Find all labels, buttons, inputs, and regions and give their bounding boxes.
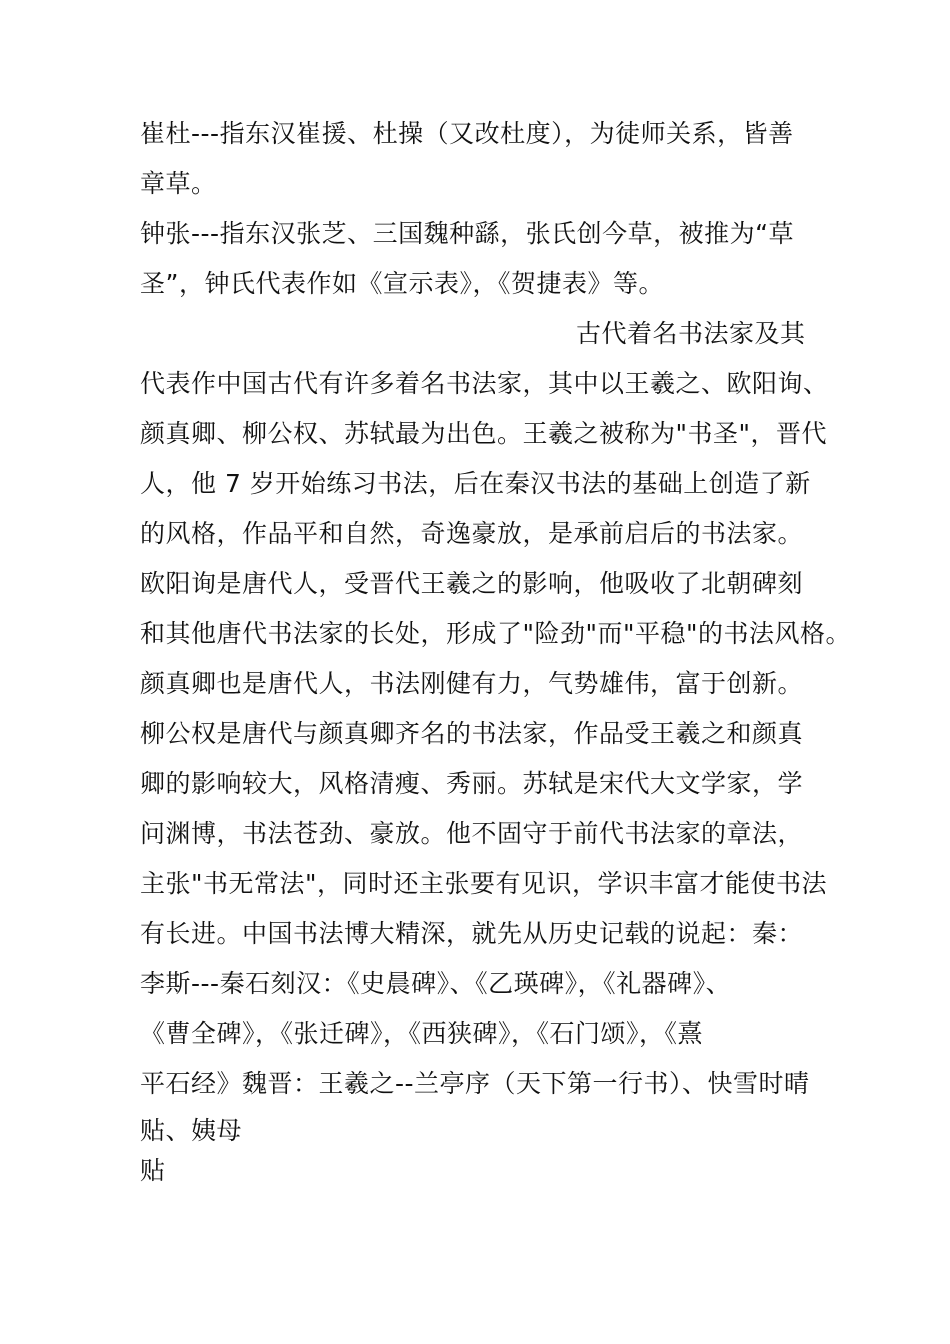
text-line: 平石经》魏晋：王羲之--兰亭序（天下第一行书）、快雪时晴: [140, 1069, 810, 1098]
text-line: 崔杜---指东汉崔援、杜操（又改杜度），为徒师关系，皆善: [140, 119, 794, 148]
text-line: 的风格，作品平和自然，奇逸豪放，是承前启后的书法家。: [140, 519, 804, 548]
text-line: 钟张---指东汉张芝、三国魏种繇，张氏创今草，被推为“草: [140, 219, 795, 248]
text-line: 代表作中国古代有许多着名书法家，其中以王羲之、欧阳询、: [140, 369, 829, 398]
text-line: 主张"书无常法"，同时还主张要有见识，学识丰富才能使书法: [140, 869, 828, 898]
text-line: 问渊博，书法苍劲、豪放。他不固守于前代书法家的章法，: [140, 819, 804, 848]
text-line: 颜真卿也是唐代人，书法刚健有力，气势雄伟，富于创新。: [140, 669, 804, 698]
text-line: 欧阳询是唐代人，受晋代王羲之的影响，他吸收了北朝碑刻: [140, 569, 804, 598]
text-line: 圣”，钟氏代表作如《宣示表》，《贺捷表》等。: [140, 269, 664, 298]
text-line: 卿的影响较大，风格清瘦、秀丽。苏轼是宋代大文学家，学: [140, 769, 804, 798]
section-heading: 古代着名书法家及其: [576, 319, 806, 348]
text-line: 有长进。中国书法博大精深，就先从历史记载的说起：秦：: [140, 919, 804, 948]
text-line: 章草。: [140, 169, 217, 198]
text-line: 人，他 7 岁开始练习书法，后在秦汉书法的基础上创造了新: [140, 469, 811, 498]
text-line: 《曹全碑》，《张迁碑》，《西狭碑》，《石门颂》，《熹: [140, 1019, 704, 1048]
text-line: 和其他唐代书法家的长处，形成了"险劲"而"平稳"的书法风格。: [140, 619, 851, 648]
text-line: 李斯---秦石刻汉：《史晨碑》、《乙瑛碑》，《礼器碑》、: [140, 969, 732, 998]
text-line: 贴、姨母: [140, 1116, 243, 1145]
text-line: 贴: [140, 1156, 166, 1185]
text-line: 柳公权是唐代与颜真卿齐名的书法家，作品受王羲之和颜真: [140, 719, 804, 748]
text-line: 颜真卿、柳公权、苏轼最为出色。王羲之被称为"书圣"，晋代: [140, 419, 828, 448]
